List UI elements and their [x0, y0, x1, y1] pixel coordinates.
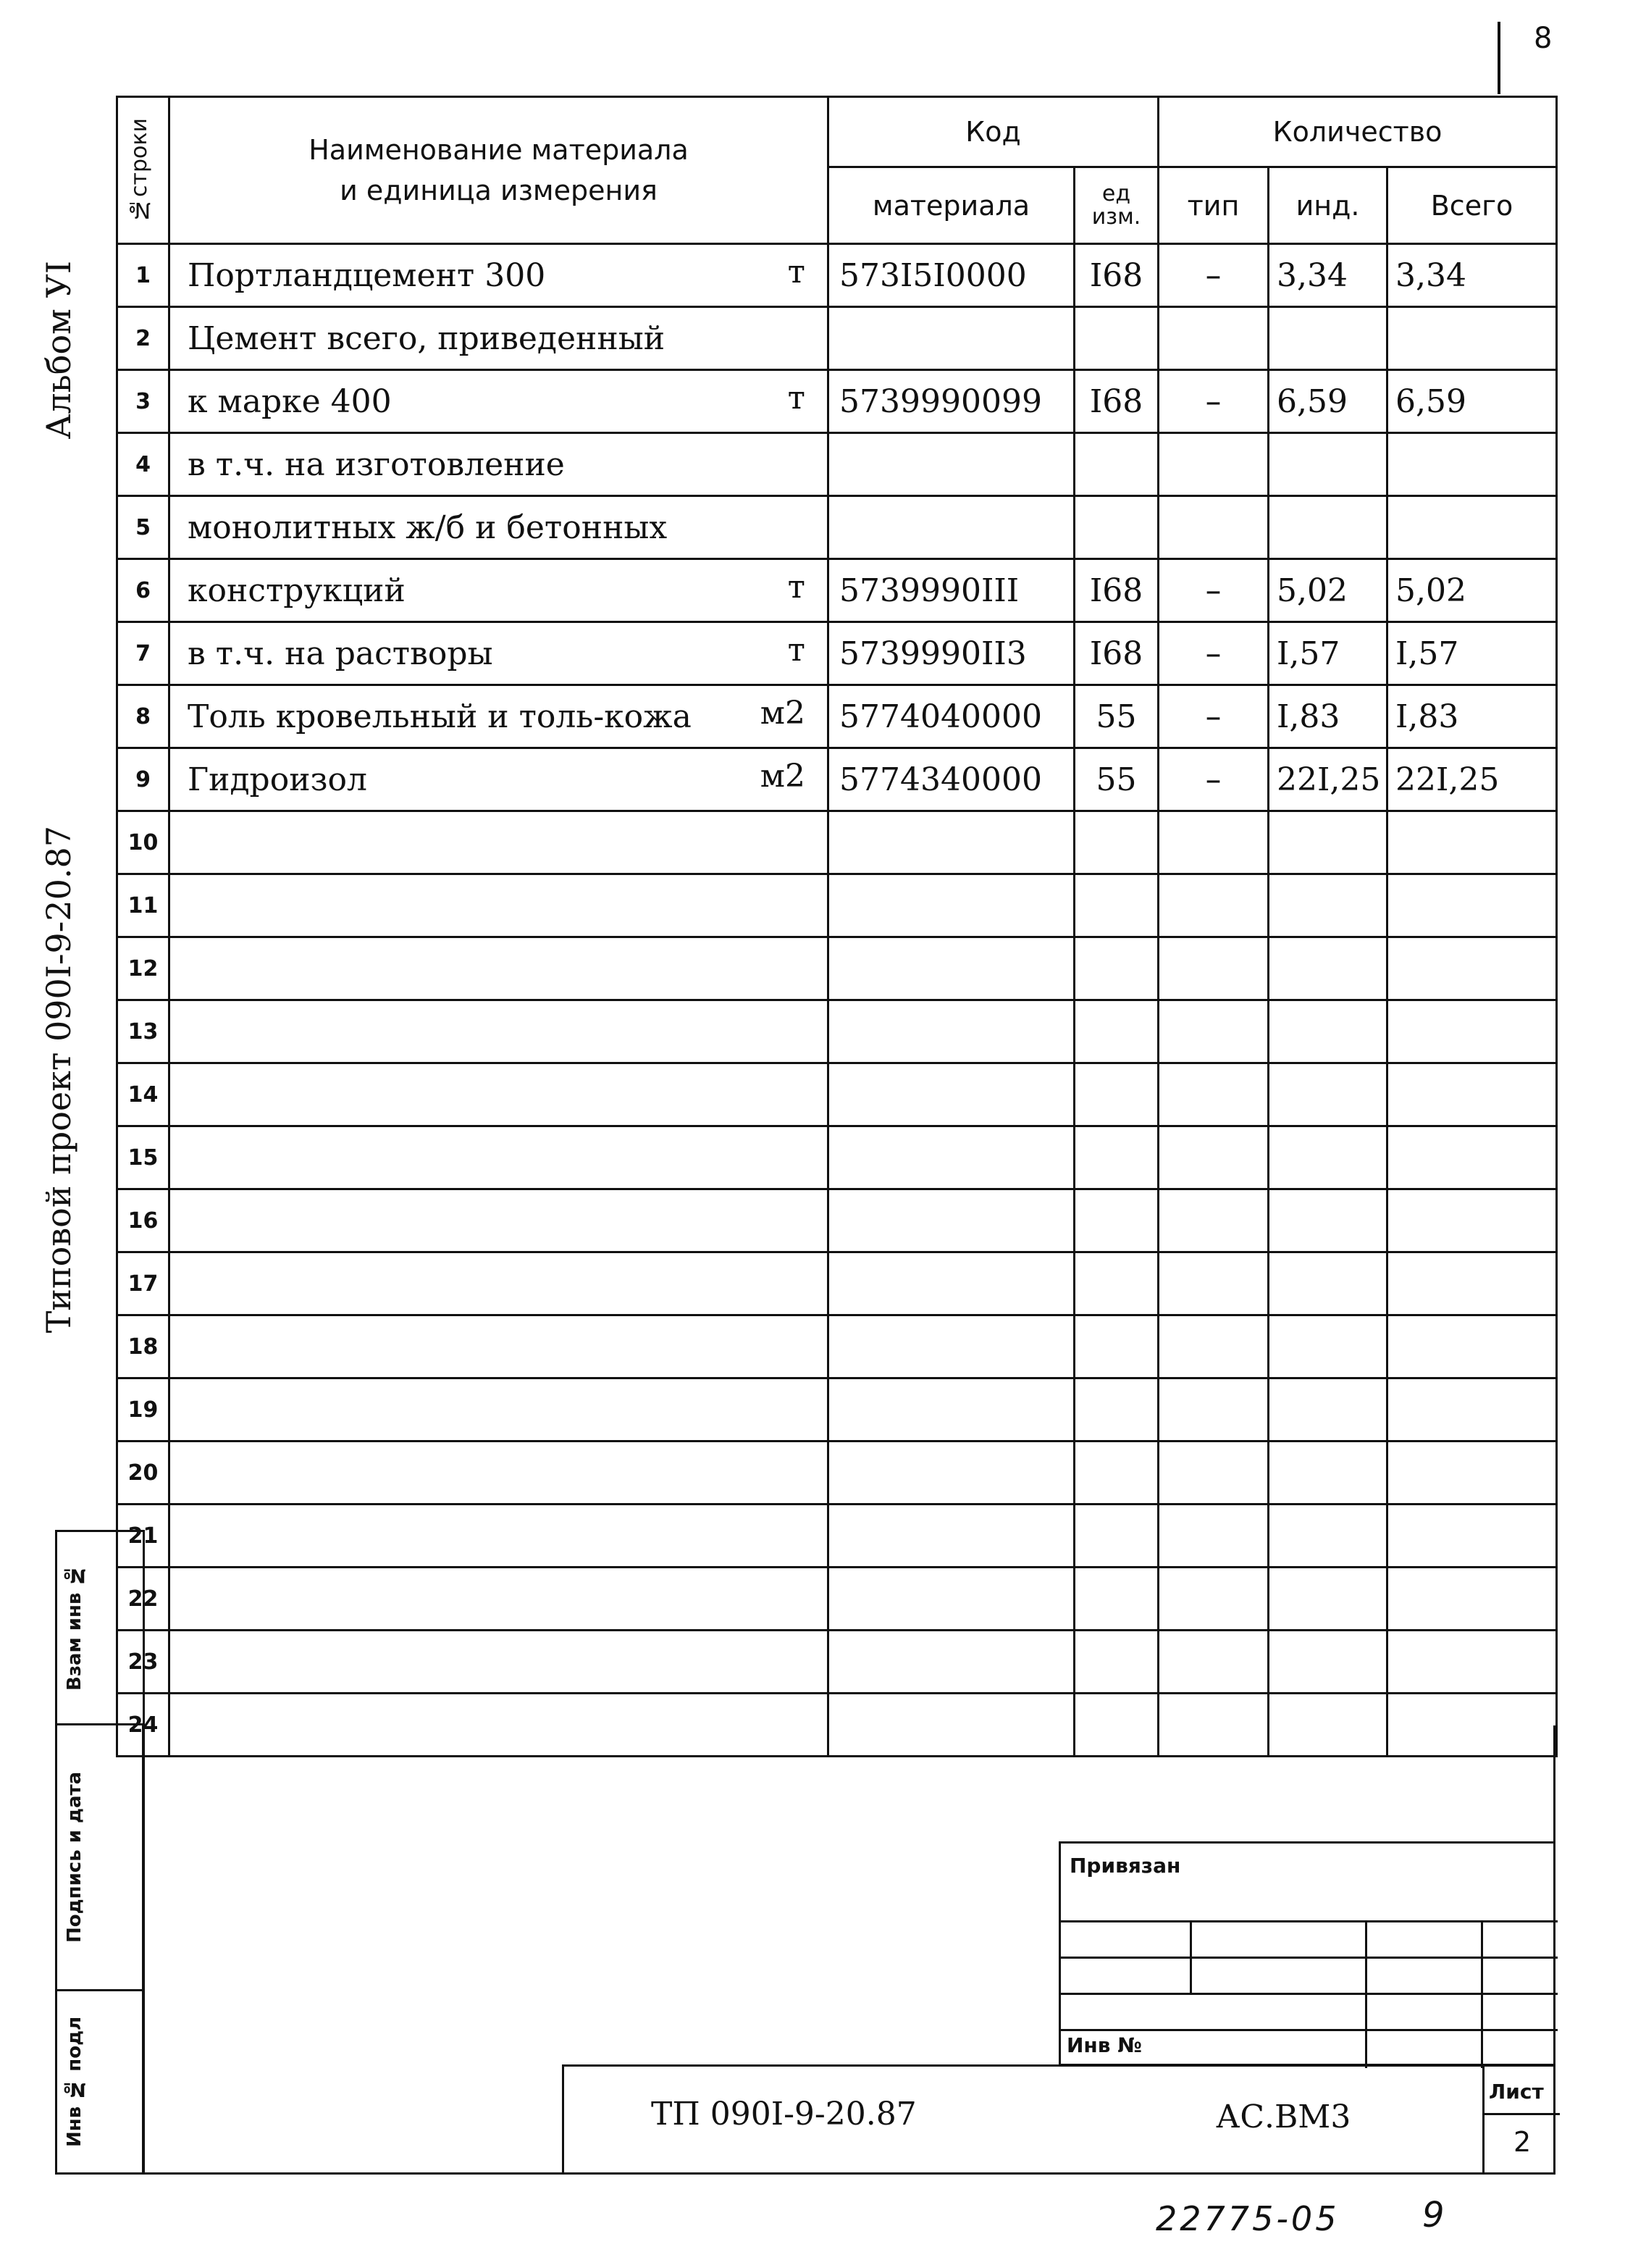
material-code [828, 811, 1075, 874]
row-number-text: 6 [135, 577, 151, 603]
qty-type [1159, 1063, 1269, 1126]
unit-code [1075, 685, 1159, 748]
unit-code [1075, 1126, 1159, 1189]
header-code-unit: ед изм. [1075, 167, 1159, 244]
qty-total [1387, 1063, 1557, 1126]
row-number [117, 370, 169, 433]
qty-total [1387, 1315, 1557, 1378]
material-name-text: в т.ч. на изготовление [188, 445, 565, 483]
qty-ind [1269, 1315, 1387, 1378]
qty-ind [1269, 1568, 1387, 1631]
material-name-text: Толь кровельный и толь-кожа [188, 698, 692, 735]
unit-code-text: I68 [1089, 382, 1143, 420]
qty-total [1387, 685, 1557, 748]
row-number-text: 4 [135, 451, 151, 477]
table-row [117, 748, 1557, 811]
row-number-text: 18 [127, 1334, 159, 1360]
unit-code-text: I68 [1089, 635, 1143, 672]
material-code [828, 370, 1075, 433]
table-row [117, 1378, 1557, 1441]
material-unit: м2 [760, 695, 805, 732]
material-name [169, 1189, 828, 1252]
header-row-number: №строки [117, 97, 169, 244]
header-name: Наименование материала и единица измерения [169, 97, 828, 244]
material-name [169, 1505, 828, 1568]
material-code-text: 5774340000 [839, 761, 1042, 798]
qty-ind [1269, 622, 1387, 685]
qty-total [1387, 1189, 1557, 1252]
qty-type [1159, 1441, 1269, 1505]
qty-total [1387, 244, 1557, 307]
table-row [117, 874, 1557, 937]
material-unit: т [787, 254, 805, 290]
table-row [117, 1568, 1557, 1631]
row-number [117, 811, 169, 874]
qty-total-text: I,83 [1395, 698, 1459, 735]
material-name [169, 1378, 828, 1441]
table-row [117, 307, 1557, 370]
qty-ind [1269, 811, 1387, 874]
row-number-text: 12 [127, 955, 159, 982]
material-code [828, 1631, 1075, 1694]
qty-type [1159, 685, 1269, 748]
qty-total [1387, 307, 1557, 370]
material-name-text: Портландцемент 300 [188, 256, 546, 294]
qty-type [1159, 622, 1269, 685]
qty-total-text: 5,02 [1395, 572, 1466, 609]
qty-type-text: – [1205, 256, 1222, 294]
qty-ind [1269, 1378, 1387, 1441]
row-number-text: 10 [127, 829, 159, 855]
qty-type [1159, 370, 1269, 433]
unit-code [1075, 307, 1159, 370]
qty-ind [1269, 1505, 1387, 1568]
table-row [117, 1631, 1557, 1694]
header-qty-type: тип [1159, 167, 1269, 244]
qty-type [1159, 874, 1269, 937]
row-number-text: 9 [135, 766, 151, 792]
archive-number: 22775-05 [1156, 2199, 1340, 2238]
qty-total [1387, 1000, 1557, 1063]
table-row [117, 559, 1557, 622]
qty-type [1159, 1568, 1269, 1631]
qty-total-text: 22I,25 [1395, 761, 1500, 798]
table-row [117, 1505, 1557, 1568]
material-code [828, 1568, 1075, 1631]
unit-code [1075, 1252, 1159, 1315]
document-code: АС.ВМ3 [1216, 2098, 1351, 2135]
table-row [117, 622, 1557, 685]
material-code [828, 748, 1075, 811]
unit-code [1075, 1063, 1159, 1126]
material-name [169, 1631, 828, 1694]
unit-code [1075, 433, 1159, 496]
qty-ind [1269, 1000, 1387, 1063]
table-row [117, 1000, 1557, 1063]
qty-type [1159, 496, 1269, 559]
binding-stamp [1059, 1841, 1555, 2066]
material-name-text: в т.ч. на растворы [188, 635, 493, 672]
unit-code [1075, 874, 1159, 937]
materials-table [116, 96, 1558, 1757]
material-name [169, 622, 828, 685]
qty-type [1159, 1126, 1269, 1189]
material-name [169, 937, 828, 1000]
material-code-text: 5739990III [839, 572, 1020, 609]
qty-total-text: 6,59 [1395, 382, 1466, 420]
qty-ind [1269, 1631, 1387, 1694]
unit-code [1075, 559, 1159, 622]
material-unit: т [787, 380, 805, 417]
unit-code [1075, 811, 1159, 874]
qty-total [1387, 874, 1557, 937]
header-code-material: материала [828, 167, 1075, 244]
unit-code [1075, 244, 1159, 307]
qty-total [1387, 1568, 1557, 1631]
qty-ind [1269, 370, 1387, 433]
material-code [828, 307, 1075, 370]
material-code [828, 1315, 1075, 1378]
qty-ind [1269, 559, 1387, 622]
table-row [117, 1441, 1557, 1505]
material-code [828, 1189, 1075, 1252]
qty-ind [1269, 307, 1387, 370]
unit-code [1075, 370, 1159, 433]
qty-type-text: – [1205, 698, 1222, 735]
row-number [117, 496, 169, 559]
material-code [828, 685, 1075, 748]
table-row [117, 685, 1557, 748]
qty-type-text: – [1205, 761, 1222, 798]
qty-ind [1269, 1063, 1387, 1126]
row-number [117, 559, 169, 622]
side-box-signature-date: Подпись и дата [55, 1723, 145, 1991]
header-quantity: Количество [1159, 97, 1557, 167]
qty-ind [1269, 1441, 1387, 1505]
material-code [828, 1505, 1075, 1568]
row-number-text: 15 [127, 1145, 159, 1171]
material-name [169, 811, 828, 874]
qty-type [1159, 559, 1269, 622]
qty-type [1159, 1252, 1269, 1315]
qty-total [1387, 433, 1557, 496]
stamp-title: Привязан [1070, 1854, 1181, 1878]
table-row [117, 1189, 1557, 1252]
unit-code [1075, 1315, 1159, 1378]
table-row [117, 496, 1557, 559]
row-number [117, 1126, 169, 1189]
row-number-text: 17 [127, 1271, 159, 1297]
material-name-text: конструкций [188, 572, 406, 609]
table-row [117, 1252, 1557, 1315]
material-name [169, 559, 828, 622]
material-name [169, 1000, 828, 1063]
qty-type [1159, 1189, 1269, 1252]
material-name [169, 307, 828, 370]
project-label: Типовой проект 090I-9-20.87 [39, 826, 78, 1334]
material-code [828, 244, 1075, 307]
material-code [828, 433, 1075, 496]
qty-total [1387, 1631, 1557, 1694]
qty-total [1387, 1441, 1557, 1505]
row-number-text: 13 [127, 1018, 159, 1045]
material-name-text: монолитных ж/б и бетонных [188, 509, 668, 546]
project-code: ТП 090I-9-20.87 [651, 2096, 917, 2133]
material-name [169, 1063, 828, 1126]
unit-code [1075, 1631, 1159, 1694]
qty-ind-text: 6,59 [1277, 382, 1348, 420]
material-name [169, 1441, 828, 1505]
row-number [117, 937, 169, 1000]
row-number-text: 8 [135, 703, 151, 729]
header-code: Код [828, 97, 1159, 167]
side-approval-boxes [55, 1530, 145, 2175]
material-name [169, 370, 828, 433]
material-name [169, 748, 828, 811]
table-row [117, 1126, 1557, 1189]
unit-code [1075, 1505, 1159, 1568]
qty-total [1387, 937, 1557, 1000]
qty-type [1159, 1315, 1269, 1378]
qty-ind [1269, 244, 1387, 307]
qty-ind [1269, 1126, 1387, 1189]
archive-page: 9 [1422, 2195, 1445, 2235]
qty-ind [1269, 874, 1387, 937]
row-number [117, 1063, 169, 1126]
unit-code [1075, 622, 1159, 685]
material-name [169, 874, 828, 937]
table-row [117, 1063, 1557, 1126]
header-qty-total: Всего [1387, 167, 1557, 244]
qty-ind [1269, 685, 1387, 748]
material-name [169, 1315, 828, 1378]
row-number-text: 5 [135, 514, 151, 540]
side-box-replace-inv: Взам инв № [55, 1530, 145, 1725]
qty-ind [1269, 1252, 1387, 1315]
qty-total [1387, 1505, 1557, 1568]
row-number [117, 244, 169, 307]
row-number-text: 14 [127, 1081, 159, 1108]
material-code-text: 573I5I0000 [839, 256, 1027, 294]
unit-code [1075, 496, 1159, 559]
stamp-inv-label: Инв № [1067, 2033, 1142, 2057]
qty-type [1159, 1631, 1269, 1694]
qty-type [1159, 1000, 1269, 1063]
row-number-text: 7 [135, 640, 151, 666]
material-name [169, 496, 828, 559]
qty-type [1159, 1505, 1269, 1568]
row-number-text: 11 [127, 892, 159, 919]
unit-code [1075, 937, 1159, 1000]
row-number [117, 685, 169, 748]
material-code [828, 1441, 1075, 1505]
album-label: Альбом УI [39, 261, 78, 440]
row-number-text: 2 [135, 325, 151, 351]
row-number-text: 22 [127, 1586, 159, 1612]
row-number-text: 23 [127, 1649, 159, 1675]
qty-total [1387, 622, 1557, 685]
qty-type [1159, 307, 1269, 370]
unit-code [1075, 1441, 1159, 1505]
table-row [117, 370, 1557, 433]
qty-total [1387, 748, 1557, 811]
row-number-text: 21 [127, 1523, 159, 1549]
material-code [828, 1063, 1075, 1126]
qty-ind [1269, 433, 1387, 496]
qty-total [1387, 811, 1557, 874]
material-code [828, 1126, 1075, 1189]
row-number [117, 1000, 169, 1063]
unit-code [1075, 1378, 1159, 1441]
material-code [828, 874, 1075, 937]
row-number [117, 622, 169, 685]
material-name-text: Цемент всего, приведенный [188, 319, 665, 357]
qty-ind-text: 5,02 [1277, 572, 1348, 609]
row-number [117, 433, 169, 496]
material-code [828, 937, 1075, 1000]
qty-ind [1269, 496, 1387, 559]
material-code [828, 1000, 1075, 1063]
qty-ind-text: I,57 [1277, 635, 1340, 672]
material-name-text: к марке 400 [188, 382, 392, 420]
corner-divider [1498, 22, 1500, 94]
row-number [117, 1189, 169, 1252]
qty-type [1159, 937, 1269, 1000]
table-row [117, 1315, 1557, 1378]
unit-code-text: I68 [1089, 572, 1143, 609]
material-name [169, 433, 828, 496]
material-code [828, 1252, 1075, 1315]
unit-code-text: 55 [1096, 761, 1137, 798]
qty-type [1159, 811, 1269, 874]
row-number-text: 16 [127, 1208, 159, 1234]
qty-type [1159, 1378, 1269, 1441]
unit-code-text: 55 [1096, 698, 1137, 735]
header-qty-ind: инд. [1269, 167, 1387, 244]
qty-total-text: 3,34 [1395, 256, 1466, 294]
row-number-text: 24 [127, 1712, 159, 1738]
unit-code [1075, 748, 1159, 811]
qty-ind-text: I,83 [1277, 698, 1340, 735]
row-number [117, 748, 169, 811]
row-number [117, 307, 169, 370]
qty-type-text: – [1205, 635, 1222, 672]
qty-ind [1269, 937, 1387, 1000]
unit-code [1075, 1000, 1159, 1063]
qty-ind-text: 3,34 [1277, 256, 1348, 294]
row-number-text: 1 [135, 262, 151, 288]
material-code-text: 5739990II3 [839, 635, 1027, 672]
table-row [117, 937, 1557, 1000]
title-block [562, 2064, 1555, 2175]
corner-page-number: 8 [1534, 22, 1553, 55]
unit-code-text: I68 [1089, 256, 1143, 294]
material-name [169, 1126, 828, 1189]
qty-total-text: I,57 [1395, 635, 1459, 672]
table-row [117, 811, 1557, 874]
qty-type-text: – [1205, 382, 1222, 420]
sheet-box [1482, 2067, 1558, 2175]
qty-total [1387, 1126, 1557, 1189]
material-unit: м2 [760, 758, 805, 795]
qty-type [1159, 433, 1269, 496]
material-name [169, 1252, 828, 1315]
row-number [117, 874, 169, 937]
material-name-text: Гидроизол [188, 761, 367, 798]
qty-total [1387, 559, 1557, 622]
material-name [169, 685, 828, 748]
qty-type [1159, 748, 1269, 811]
side-box-original-inv: Инв № подл [55, 1989, 145, 2175]
material-unit: т [787, 569, 805, 606]
qty-ind [1269, 1189, 1387, 1252]
row-number [117, 1315, 169, 1378]
qty-total [1387, 370, 1557, 433]
qty-ind-text: 22I,25 [1277, 761, 1381, 798]
qty-type-text: – [1205, 572, 1222, 609]
row-number-text: 20 [127, 1460, 159, 1486]
material-code [828, 1378, 1075, 1441]
material-code [828, 622, 1075, 685]
table-row [117, 244, 1557, 307]
row-number-text: 3 [135, 388, 151, 414]
table-row [117, 433, 1557, 496]
material-code [828, 559, 1075, 622]
row-number-text: 19 [127, 1397, 159, 1423]
material-name [169, 1568, 828, 1631]
qty-total [1387, 496, 1557, 559]
qty-total [1387, 1252, 1557, 1315]
unit-code [1075, 1189, 1159, 1252]
qty-type [1159, 244, 1269, 307]
sheet-label: Лист [1489, 2080, 1544, 2104]
material-unit: т [787, 632, 805, 669]
unit-code [1075, 1568, 1159, 1631]
qty-total [1387, 1378, 1557, 1441]
material-code-text: 5739990099 [839, 382, 1042, 420]
row-number [117, 1252, 169, 1315]
row-number [117, 1378, 169, 1441]
qty-ind [1269, 748, 1387, 811]
material-name [169, 244, 828, 307]
row-number [117, 1441, 169, 1505]
sheet-number: 2 [1513, 2126, 1532, 2158]
material-code [828, 496, 1075, 559]
material-code-text: 5774040000 [839, 698, 1042, 735]
